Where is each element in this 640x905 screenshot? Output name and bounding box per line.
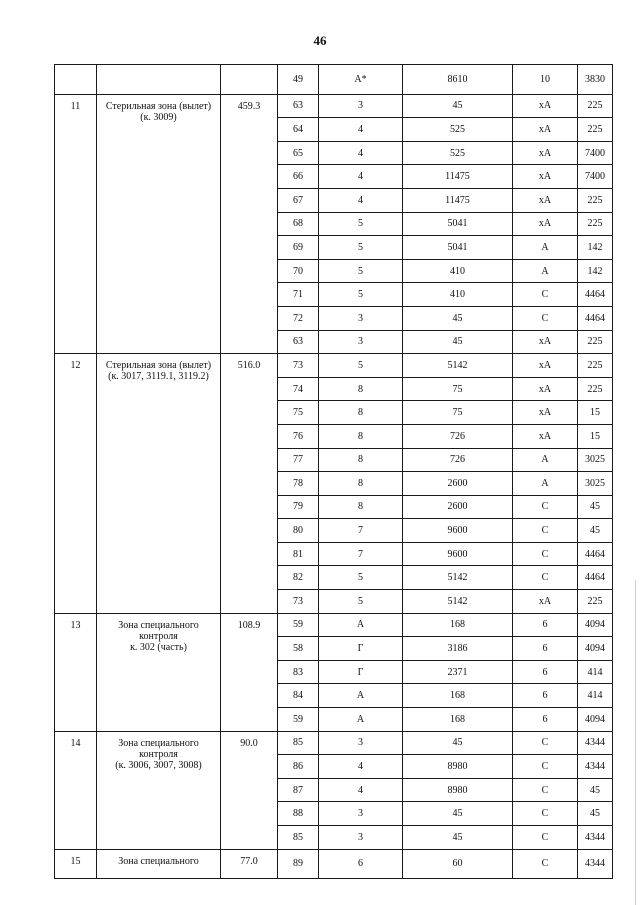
point-code-cell: 4: [319, 778, 403, 802]
point-code-cell: 8: [319, 424, 403, 448]
zone-area: 77.0: [221, 849, 278, 879]
point-number-cell: 73: [278, 354, 319, 378]
point-number-cell: 68: [278, 212, 319, 236]
table-row: [55, 94, 613, 118]
point-type-cell: 10: [513, 65, 578, 95]
zone-name-line: Зона специального: [118, 619, 199, 631]
zone-name-line: Зона специального: [118, 737, 199, 749]
point-value-cell: 726: [403, 424, 513, 448]
point-number-cell: 89: [278, 849, 319, 879]
zone-name: [97, 613, 221, 731]
point-code-cell: 5: [319, 236, 403, 260]
point-type-cell: А: [513, 236, 578, 260]
point-value-cell: 45: [403, 802, 513, 826]
point-code-cell: 7: [319, 519, 403, 543]
table-body: [55, 65, 613, 879]
point-type-cell: 6: [513, 660, 578, 684]
point-height-cell: 4094: [578, 613, 613, 637]
point-value-cell: 11475: [403, 188, 513, 212]
point-number-cell: 81: [278, 542, 319, 566]
point-value-cell: 5142: [403, 566, 513, 590]
point-number-cell: 67: [278, 188, 319, 212]
point-code-cell: 5: [319, 259, 403, 283]
zone-area: 459.3: [221, 94, 278, 354]
point-type-cell: С: [513, 778, 578, 802]
point-number-cell: 72: [278, 306, 319, 330]
point-code-cell: 3: [319, 826, 403, 850]
zone-number: 13: [55, 613, 97, 731]
point-type-cell: С: [513, 495, 578, 519]
point-type-cell: хА: [513, 377, 578, 401]
point-number-cell: 83: [278, 660, 319, 684]
point-number-cell: 59: [278, 708, 319, 732]
point-code-cell: 8: [319, 401, 403, 425]
point-number-cell: 76: [278, 424, 319, 448]
point-code-cell: 3: [319, 731, 403, 755]
point-type-cell: хА: [513, 330, 578, 354]
point-number-cell: 49: [278, 65, 319, 95]
zone-name-line: контроля: [139, 748, 178, 760]
point-height-cell: 225: [578, 590, 613, 614]
point-height-cell: 225: [578, 118, 613, 142]
zone-name: [97, 849, 221, 879]
point-type-cell: С: [513, 802, 578, 826]
point-code-cell: 8: [319, 377, 403, 401]
point-value-cell: 8980: [403, 778, 513, 802]
point-value-cell: 5142: [403, 354, 513, 378]
point-code-cell: 3: [319, 94, 403, 118]
zone-name-line: (к. 3009): [140, 111, 177, 123]
table-row: [55, 849, 613, 879]
point-height-cell: 225: [578, 188, 613, 212]
point-height-cell: 7400: [578, 141, 613, 165]
point-number-cell: 84: [278, 684, 319, 708]
point-type-cell: хА: [513, 354, 578, 378]
point-value-cell: 525: [403, 118, 513, 142]
point-code-cell: 4: [319, 165, 403, 189]
point-number-cell: 70: [278, 259, 319, 283]
point-value-cell: 3186: [403, 637, 513, 661]
point-number-cell: 58: [278, 637, 319, 661]
point-type-cell: хА: [513, 590, 578, 614]
point-value-cell: 45: [403, 94, 513, 118]
point-value-cell: 726: [403, 448, 513, 472]
point-number-cell: 79: [278, 495, 319, 519]
point-code-cell: А: [319, 708, 403, 732]
point-height-cell: 414: [578, 684, 613, 708]
point-value-cell: 410: [403, 259, 513, 283]
point-code-cell: А: [319, 684, 403, 708]
table-row: [55, 613, 613, 637]
point-value-cell: 168: [403, 684, 513, 708]
point-value-cell: 2600: [403, 472, 513, 496]
zone-name-line: Стерильная зона (вылет): [105, 360, 212, 372]
point-type-cell: 6: [513, 613, 578, 637]
point-height-cell: 4094: [578, 637, 613, 661]
point-height-cell: 225: [578, 377, 613, 401]
point-code-cell: 8: [319, 472, 403, 496]
point-number-cell: 86: [278, 755, 319, 779]
point-type-cell: хА: [513, 94, 578, 118]
zone-area: [221, 65, 278, 95]
point-code-cell: 4: [319, 118, 403, 142]
point-code-cell: 5: [319, 283, 403, 307]
point-height-cell: 15: [578, 401, 613, 425]
point-type-cell: хА: [513, 141, 578, 165]
point-value-cell: 5142: [403, 590, 513, 614]
zone-name-line: Зона специального: [118, 855, 199, 867]
point-height-cell: 7400: [578, 165, 613, 189]
point-number-cell: 85: [278, 826, 319, 850]
point-number-cell: 69: [278, 236, 319, 260]
point-type-cell: 6: [513, 637, 578, 661]
point-height-cell: 3025: [578, 448, 613, 472]
point-number-cell: 66: [278, 165, 319, 189]
point-value-cell: 525: [403, 141, 513, 165]
point-height-cell: 45: [578, 802, 613, 826]
zone-name: [97, 354, 221, 614]
point-type-cell: хА: [513, 212, 578, 236]
zone-area: 516.0: [221, 354, 278, 614]
point-type-cell: С: [513, 519, 578, 543]
point-value-cell: 45: [403, 330, 513, 354]
zone-number: [55, 65, 97, 95]
zone-name: [97, 65, 221, 95]
point-type-cell: С: [513, 826, 578, 850]
point-number-cell: 85: [278, 731, 319, 755]
point-value-cell: 8980: [403, 755, 513, 779]
point-number-cell: 73: [278, 590, 319, 614]
point-type-cell: хА: [513, 165, 578, 189]
point-type-cell: хА: [513, 424, 578, 448]
point-value-cell: 60: [403, 849, 513, 879]
point-code-cell: А*: [319, 65, 403, 95]
point-code-cell: 4: [319, 141, 403, 165]
zone-area: 108.9: [221, 613, 278, 731]
point-type-cell: хА: [513, 188, 578, 212]
point-code-cell: 3: [319, 306, 403, 330]
point-height-cell: 4344: [578, 755, 613, 779]
point-number-cell: 88: [278, 802, 319, 826]
point-value-cell: 168: [403, 613, 513, 637]
point-code-cell: 4: [319, 188, 403, 212]
point-height-cell: 4344: [578, 826, 613, 850]
point-code-cell: 7: [319, 542, 403, 566]
point-number-cell: 75: [278, 401, 319, 425]
point-code-cell: Г: [319, 660, 403, 684]
point-height-cell: 4094: [578, 708, 613, 732]
zone-number: 14: [55, 731, 97, 849]
point-value-cell: 11475: [403, 165, 513, 189]
point-height-cell: 225: [578, 354, 613, 378]
zone-name: [97, 731, 221, 849]
point-number-cell: 74: [278, 377, 319, 401]
point-value-cell: 410: [403, 283, 513, 307]
point-type-cell: 6: [513, 684, 578, 708]
page-number: 46: [313, 33, 327, 48]
point-code-cell: 5: [319, 354, 403, 378]
point-value-cell: 45: [403, 826, 513, 850]
point-number-cell: 63: [278, 94, 319, 118]
zone-number: 11: [55, 94, 97, 354]
zone-name-line: (к. 3017, 3119.1, 3119.2): [108, 371, 209, 383]
point-code-cell: 5: [319, 566, 403, 590]
point-value-cell: 5041: [403, 236, 513, 260]
point-height-cell: 414: [578, 660, 613, 684]
point-height-cell: 225: [578, 212, 613, 236]
zone-name: [97, 94, 221, 354]
point-value-cell: 2371: [403, 660, 513, 684]
point-code-cell: А: [319, 613, 403, 637]
zone-number: 12: [55, 354, 97, 614]
point-height-cell: 4344: [578, 731, 613, 755]
point-code-cell: 8: [319, 495, 403, 519]
point-number-cell: 64: [278, 118, 319, 142]
table-row: [55, 65, 613, 95]
point-type-cell: С: [513, 731, 578, 755]
point-number-cell: 59: [278, 613, 319, 637]
point-number-cell: 65: [278, 141, 319, 165]
point-height-cell: 4464: [578, 566, 613, 590]
point-height-cell: 4344: [578, 849, 613, 879]
zone-name-line: Стерильная зона (вылет): [105, 100, 212, 112]
point-height-cell: 142: [578, 236, 613, 260]
table-row: [55, 354, 613, 378]
point-number-cell: 63: [278, 330, 319, 354]
point-code-cell: 8: [319, 448, 403, 472]
point-height-cell: 15: [578, 424, 613, 448]
point-value-cell: 45: [403, 306, 513, 330]
point-type-cell: 6: [513, 708, 578, 732]
point-type-cell: С: [513, 566, 578, 590]
point-value-cell: 5041: [403, 212, 513, 236]
point-value-cell: 2600: [403, 495, 513, 519]
point-height-cell: 4464: [578, 306, 613, 330]
point-number-cell: 82: [278, 566, 319, 590]
table-row: [55, 731, 613, 755]
point-number-cell: 77: [278, 448, 319, 472]
point-height-cell: 225: [578, 330, 613, 354]
zone-area: 90.0: [221, 731, 278, 849]
point-value-cell: 9600: [403, 519, 513, 543]
point-code-cell: Г: [319, 637, 403, 661]
point-value-cell: 75: [403, 401, 513, 425]
point-code-cell: 3: [319, 802, 403, 826]
zone-name-line: к. 302 (часть): [130, 641, 187, 653]
point-height-cell: 3830: [578, 65, 613, 95]
point-value-cell: 168: [403, 708, 513, 732]
point-height-cell: 45: [578, 495, 613, 519]
point-height-cell: 142: [578, 259, 613, 283]
point-height-cell: 3025: [578, 472, 613, 496]
point-type-cell: С: [513, 306, 578, 330]
point-height-cell: 4464: [578, 283, 613, 307]
point-type-cell: С: [513, 542, 578, 566]
point-number-cell: 87: [278, 778, 319, 802]
point-number-cell: 80: [278, 519, 319, 543]
point-code-cell: 4: [319, 755, 403, 779]
point-type-cell: хА: [513, 401, 578, 425]
point-type-cell: А: [513, 472, 578, 496]
zone-coordinates-table: [54, 64, 613, 879]
point-code-cell: 6: [319, 849, 403, 879]
point-height-cell: 225: [578, 94, 613, 118]
point-type-cell: С: [513, 755, 578, 779]
point-value-cell: 8610: [403, 65, 513, 95]
zone-number: 15: [55, 849, 97, 879]
point-number-cell: 78: [278, 472, 319, 496]
scan-edge-line: [635, 580, 636, 905]
point-code-cell: 5: [319, 212, 403, 236]
point-type-cell: А: [513, 259, 578, 283]
point-number-cell: 71: [278, 283, 319, 307]
point-value-cell: 9600: [403, 542, 513, 566]
point-height-cell: 4464: [578, 542, 613, 566]
zone-name-line: контроля: [139, 630, 178, 642]
point-value-cell: 75: [403, 377, 513, 401]
point-type-cell: хА: [513, 118, 578, 142]
point-code-cell: 5: [319, 590, 403, 614]
point-type-cell: С: [513, 849, 578, 879]
point-type-cell: С: [513, 283, 578, 307]
point-height-cell: 45: [578, 778, 613, 802]
point-type-cell: А: [513, 448, 578, 472]
point-code-cell: 3: [319, 330, 403, 354]
point-value-cell: 45: [403, 731, 513, 755]
zone-name-line: (к. 3006, 3007, 3008): [115, 759, 202, 771]
point-height-cell: 45: [578, 519, 613, 543]
